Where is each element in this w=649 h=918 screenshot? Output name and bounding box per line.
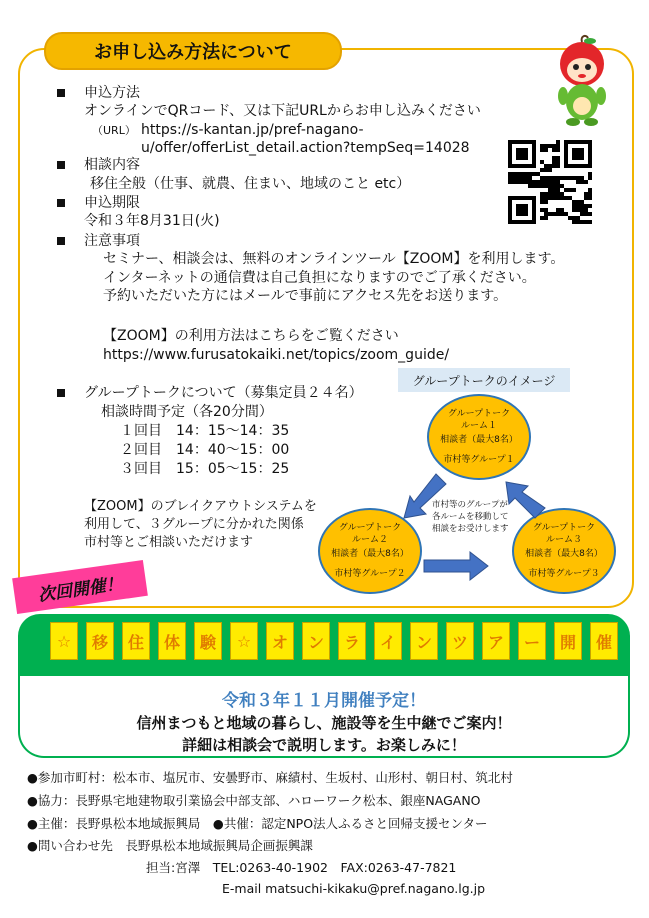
room-1-number: ルーム１ bbox=[460, 421, 497, 431]
room-2-consultants: 相談者（最大8名） bbox=[331, 549, 409, 559]
round-3: ３回目 15：05〜15：25 bbox=[120, 461, 290, 477]
event-title-tile: ア bbox=[482, 622, 510, 660]
zoom-guide-text: 【ZOOM】の利用方法はこちらをご覧ください bbox=[103, 328, 399, 344]
diagram-label: グループトークのイメージ bbox=[398, 368, 570, 392]
notes-line-2: インターネットの通信費は自己負担になりますのでご了承ください。 bbox=[103, 270, 536, 286]
arrow-right-icon bbox=[424, 552, 488, 580]
deadline-heading: 申込期限 bbox=[84, 195, 140, 211]
event-title-tile: ン bbox=[302, 622, 330, 660]
room-1-group: 市村等グループ１ bbox=[443, 455, 515, 465]
arrow-up-left-icon bbox=[506, 482, 545, 518]
diagram-note-2: 各ルームを移動して bbox=[432, 512, 509, 522]
room-1-title: グループトーク bbox=[447, 409, 511, 419]
room-1-consultants: 相談者（最大8名） bbox=[440, 435, 518, 445]
event-title-tile: ☆ bbox=[50, 622, 78, 660]
contact-phone: 担当:宮澤 TEL:0263-40-1902 FAX:0263-47-7821 bbox=[146, 860, 457, 875]
room-2-group: 市村等グループ２ bbox=[334, 569, 406, 579]
next-event-tag: 次回開催！ bbox=[12, 560, 148, 614]
round-1: １回目 14：15〜14：35 bbox=[120, 423, 290, 439]
round-2: ２回目 14：40〜15：00 bbox=[120, 442, 290, 458]
event-title-tile: 験 bbox=[194, 622, 222, 660]
event-title-tile: オ bbox=[266, 622, 294, 660]
arrow-down-left-icon bbox=[404, 474, 446, 518]
notes-line-1: セミナー、相談会は、無料のオンラインツール【ZOOM】を利用します。 bbox=[103, 251, 565, 267]
event-title-tile: 移 bbox=[86, 622, 114, 660]
content-heading: 相談内容 bbox=[84, 157, 140, 173]
group-desc-3: 市村等とご相談いただけます bbox=[84, 535, 254, 550]
group-desc-1: 【ZOOM】のブレイクアウトシステムを bbox=[84, 499, 317, 514]
event-title-tile: ン bbox=[410, 622, 438, 660]
event-line-1: 信州まつもと地域の暮らし、施設等を生中継でご案内！ bbox=[136, 714, 512, 732]
event-title-tile: ー bbox=[518, 622, 546, 660]
participating-towns: ●参加市町村：松本市、塩尻市、安曇野市、麻績村、生坂村、山形村、朝日村、筑北村 bbox=[27, 770, 513, 785]
event-title-tile: ラ bbox=[338, 622, 366, 660]
event-title-tile: 開 bbox=[554, 622, 582, 660]
contact-email[interactable]: E-mail matsuchi-kikaku@pref.nagano.lg.jp bbox=[222, 881, 486, 896]
url-label: （URL） bbox=[92, 124, 136, 137]
room-2-title: グループトーク bbox=[338, 523, 402, 533]
apply-description: オンラインでQRコード、又は下記URLからお申し込みください bbox=[84, 103, 481, 119]
notes-heading: 注意事項 bbox=[84, 233, 140, 249]
zoom-guide-url[interactable]: https://www.furusatokaiki.net/topics/zoom_guide/ bbox=[103, 347, 450, 363]
cooperation: ●協力：長野県宅地建物取引業協会中部支部、ハローワーク松本、銀座NAGANO bbox=[27, 793, 481, 808]
deadline-date: 令和３年8月31日(火) bbox=[84, 213, 220, 229]
event-date: 令和３年１１月開催予定！ bbox=[222, 691, 426, 711]
room-3-group: 市村等グループ３ bbox=[528, 569, 600, 579]
room-3-title: グループトーク bbox=[532, 523, 596, 533]
contact: ●問い合わせ先 長野県松本地域振興局企画振興課 bbox=[27, 838, 313, 853]
event-title-tile: イ bbox=[374, 622, 402, 660]
diagram-note-3: 相談をお受けします bbox=[432, 524, 509, 534]
event-title-tile: 催 bbox=[590, 622, 618, 660]
notes-line-3: 予約いただいた方にはメールで事前にアクセス先をお送ります。 bbox=[103, 288, 508, 304]
event-title-tile: 体 bbox=[158, 622, 186, 660]
event-title-tile: ☆ bbox=[230, 622, 258, 660]
apply-heading: 申込方法 bbox=[84, 85, 140, 101]
room-2-number: ルーム２ bbox=[351, 535, 388, 545]
organizers: ●主催：長野県松本地域振興局 ●共催：認定NPO法人ふるさと回帰支援センター bbox=[27, 816, 488, 831]
diagram-note-1: 市村等のグループが bbox=[432, 500, 508, 510]
event-title-tile: 住 bbox=[122, 622, 150, 660]
room-3-number: ルーム３ bbox=[545, 535, 582, 545]
group-desc-2: 利用して、３グループに分かれた関係 bbox=[84, 517, 304, 532]
section-title: お申し込み方法について bbox=[44, 32, 342, 70]
group-schedule: 相談時間予定（各20分間） bbox=[101, 404, 273, 420]
room-3-consultants: 相談者（最大8名） bbox=[525, 549, 603, 559]
event-title-tile: ツ bbox=[446, 622, 474, 660]
event-line-2: 詳細は相談会で説明します。お楽しみに！ bbox=[182, 736, 466, 754]
group-heading: グループトークについて（募集定員２４名） bbox=[84, 385, 363, 401]
content-description: 移住全般（仕事、就農、住まい、地域のこと etc） bbox=[90, 176, 411, 192]
apply-url-line1[interactable]: https://s-kantan.jp/pref-nagano- bbox=[141, 122, 364, 138]
apply-url-line2[interactable]: u/offer/offerList_detail.action?tempSeq=14028 bbox=[141, 140, 470, 156]
